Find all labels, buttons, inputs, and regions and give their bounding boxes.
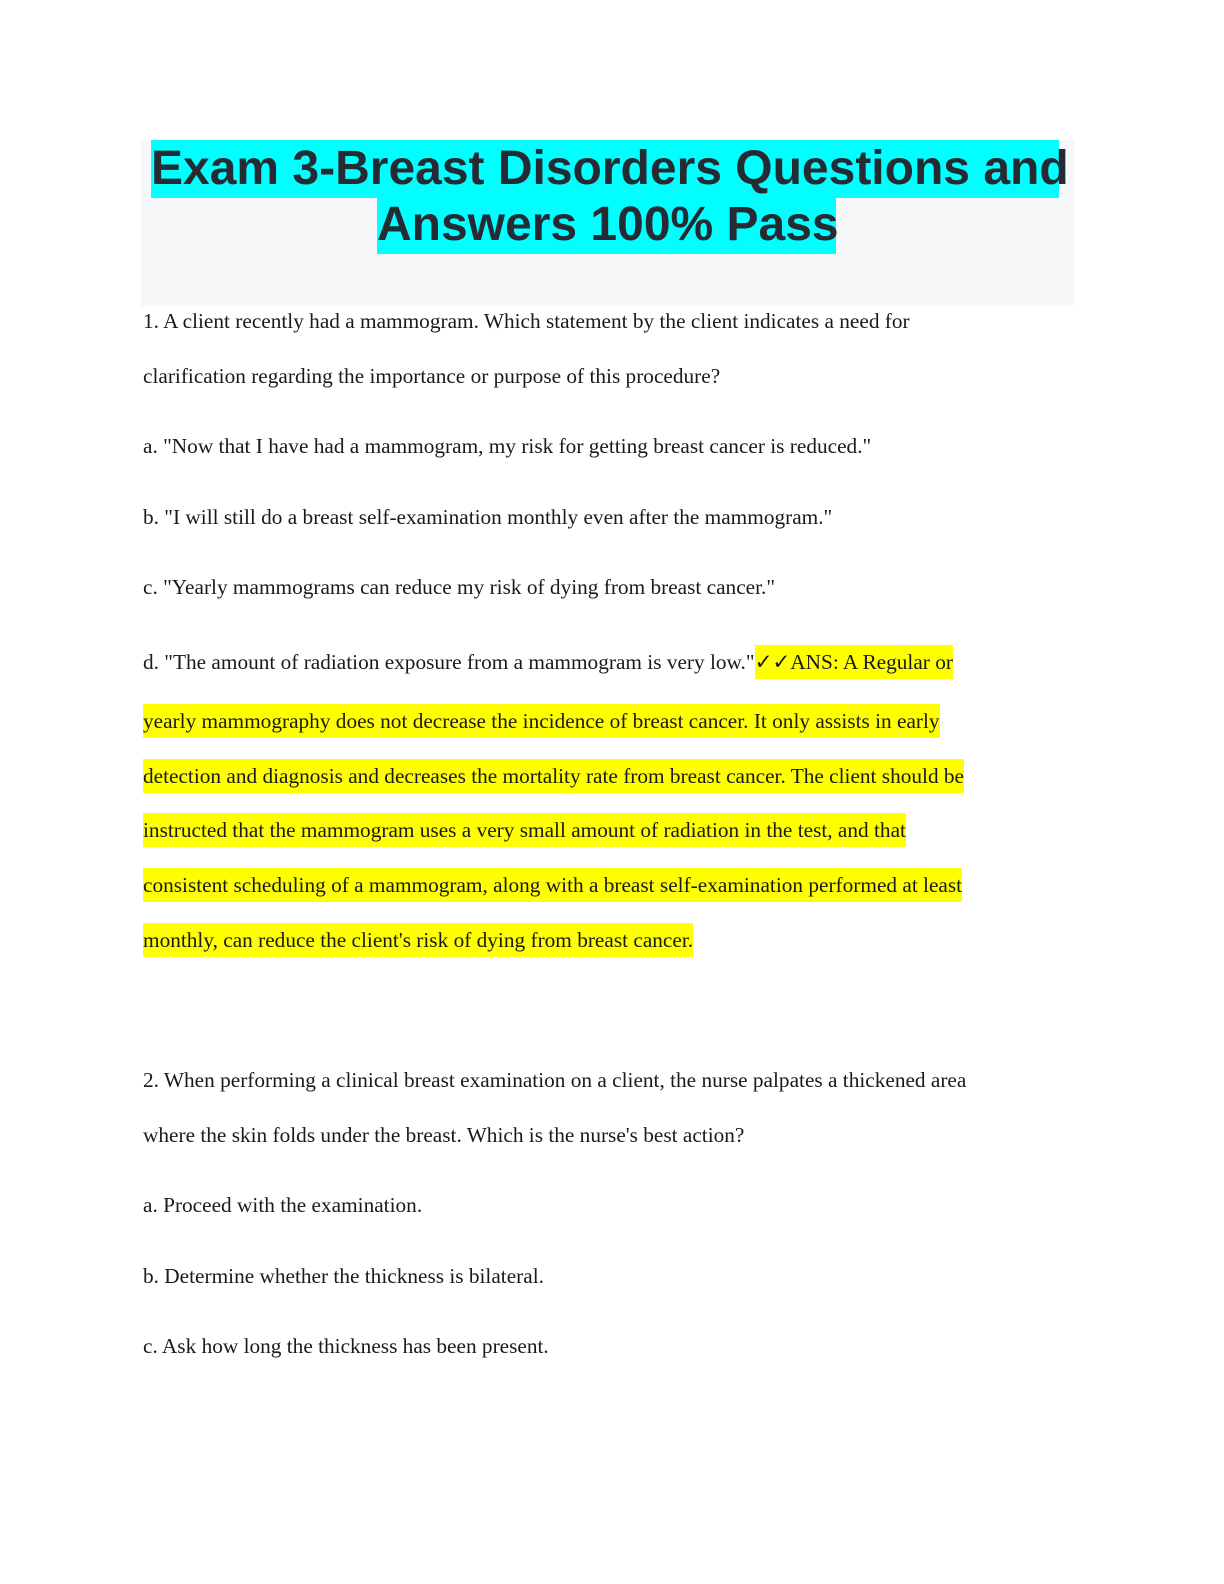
q1-answer-line-1: yearly mammography does not decrease the incidence of breast cancer. It only assists in early <box>143 704 940 734</box>
q1-stem-line-2: clarification regarding the importance or purpose of this procedure? <box>143 364 721 388</box>
q1-answer-line-2: detection and diagnosis and decreases the mortality rate from breast cancer. The client should be <box>143 759 964 789</box>
q2-option-b: b. Determine whether the thickness is bilateral. <box>143 1264 544 1288</box>
q2-stem-line-2: where the skin folds under the breast. Which is the nurse's best action? <box>143 1123 745 1147</box>
q1-option-b: b. "I will still do a breast self-examination monthly even after the mammogram." <box>143 505 833 529</box>
q2-option-c: c. Ask how long the thickness has been present. <box>143 1334 549 1358</box>
q1-answer-line-5: monthly, can reduce the client's risk of dying from breast cancer. <box>143 923 693 953</box>
q1-option-c: c. "Yearly mammograms can reduce my risk of dying from breast cancer." <box>143 575 776 599</box>
q1-answer-line-3: instructed that the mammogram uses a very small amount of radiation in the test, and that <box>143 813 906 843</box>
q1-answer-start: ✓✓ANS: A Regular or <box>755 645 953 679</box>
q1-stem-line-1: 1. A client recently had a mammogram. Which statement by the client indicates a need for <box>143 309 910 333</box>
q1-answer-line-4: consistent scheduling of a mammogram, along with a breast self-examination performed at least <box>143 868 962 898</box>
q1-option-a: a. "Now that I have had a mammogram, my risk for getting breast cancer is reduced." <box>143 434 872 458</box>
q1-option-d: d. "The amount of radiation exposure from a mammogram is very low." <box>143 650 755 674</box>
document-title-line-1: Exam 3-Breast Disorders Questions and <box>151 140 1059 198</box>
q1-option-d-line <box>143 645 953 675</box>
q2-option-a: a. Proceed with the examination. <box>143 1193 423 1217</box>
document-title-line-2: Answers 100% Pass <box>377 196 836 254</box>
q2-stem-line-1: 2. When performing a clinical breast examination on a client, the nurse palpates a thickened area <box>143 1068 967 1092</box>
